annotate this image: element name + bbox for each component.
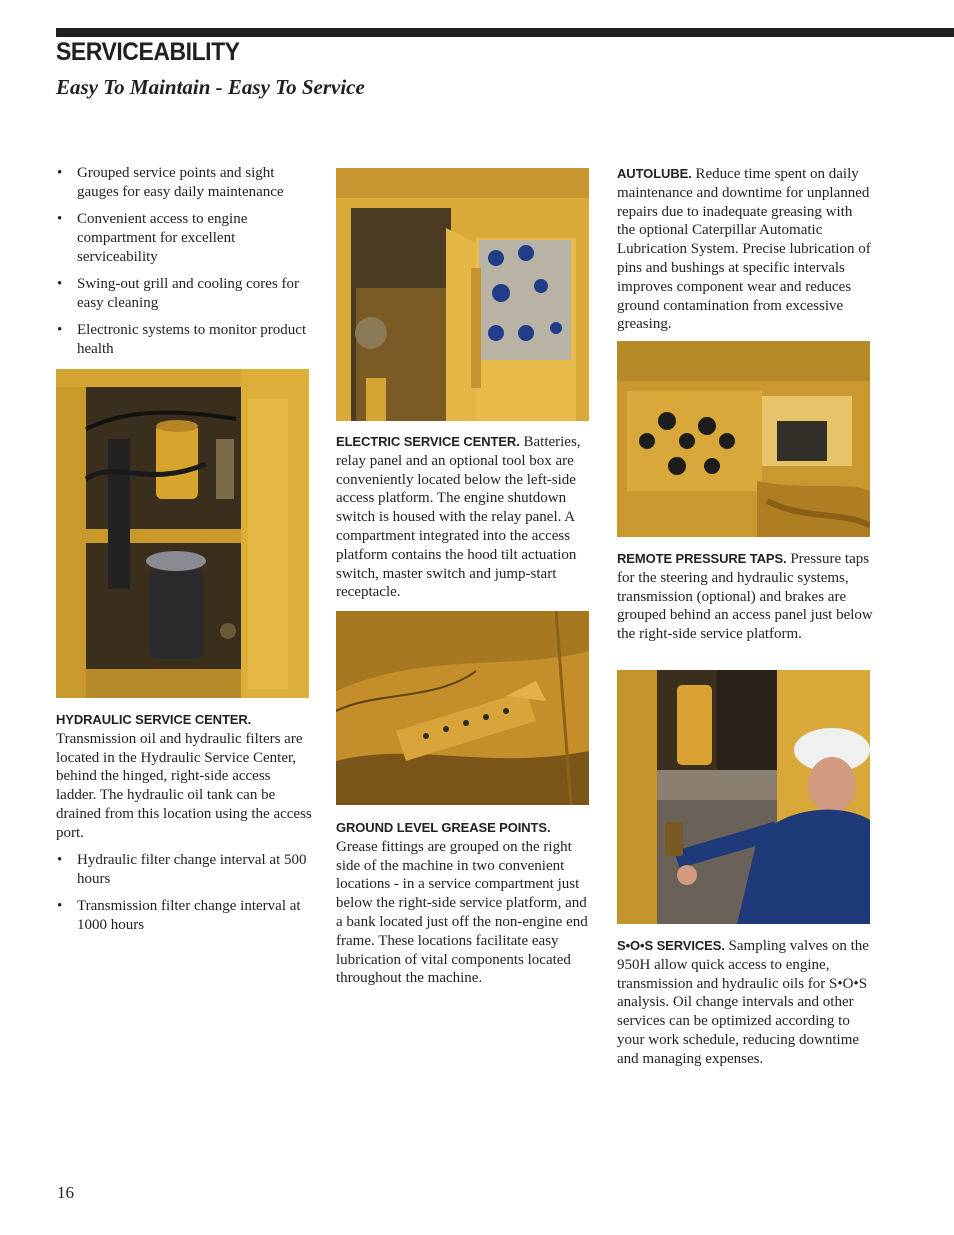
sos-services-photo [617, 670, 870, 924]
electric-text: Batteries, relay panel and an optional tool box are conveniently located below the left-side access platform. The engine shutdown switch is housed with the relay panel. A compartment integrated into the access platform contains the hood tilt actuation switch, master switch and jump-start receptacle. [336, 434, 581, 601]
electric-heading: ELECTRIC SERVICE CENTER. [336, 434, 520, 449]
grease-section [336, 819, 589, 988]
pressure-text: Pressure taps for the steering and hydraulic systems, transmission (optional) and brakes are grouped behind an access panel just below the right-side service platform. [617, 551, 873, 643]
bullet-item: • Hydraulic filter change interval at 500 hours [56, 851, 312, 889]
header-rule [56, 28, 954, 37]
remote-pressure-taps-photo [617, 341, 870, 537]
page-subtitle: Easy To Maintain - Easy To Service [56, 75, 365, 99]
autolube-section [617, 165, 873, 334]
sos-text: Sampling valves on the 950H allow quick access to engine, transmission and hydraulic oils for S•O•S analysis. Oil change intervals and other services can be optimized according to your work schedule, reducing downtime and managing expenses. [617, 938, 869, 1067]
grease-heading: GROUND LEVEL GREASE POINTS. [336, 820, 551, 835]
page-number: 16 [57, 1183, 74, 1202]
hydraulic-section [56, 711, 312, 943]
bullet-item: • Convenient access to engine compartment for excellent serviceability [56, 210, 312, 266]
electric-service-center-photo [336, 168, 589, 421]
hydraulic-heading: HYDRAULIC SERVICE CENTER. [56, 712, 252, 727]
electric-section [336, 433, 589, 602]
bullet-item: • Electronic systems to monitor product health [56, 321, 312, 359]
sos-heading: S•O•S SERVICES. [617, 938, 725, 953]
bullet-item: • Transmission filter change interval at 1000 hours [56, 897, 312, 935]
sos-section [617, 937, 873, 1069]
grease-points-photo [336, 611, 589, 805]
grease-text: Grease fittings are grouped on the right side of the machine in two convenient locations - in a service compartment just below the right-side service platform, and a bank located just off the non-engine end frame. These locations facilitate easy lubrication of vital components located throughout the machine. [336, 838, 588, 987]
intro-bullets [56, 164, 312, 367]
hydraulic-text: Transmission oil and hydraulic filters are located in the Hydraulic Service Center, behind the hinged, right-side access ladder. The hydraulic oil tank can be drained from this location using the access port. [56, 730, 312, 841]
page-title: SERVICEABILITY [56, 38, 240, 66]
bullet-item: • Swing-out grill and cooling cores for easy cleaning [56, 275, 312, 313]
autolube-heading: AUTOLUBE. [617, 166, 692, 181]
hydraulic-service-center-photo [56, 369, 309, 698]
pressure-heading: REMOTE PRESSURE TAPS. [617, 551, 787, 566]
bullet-item: • Grouped service points and sight gauges for easy daily maintenance [56, 164, 312, 202]
pressure-section [617, 550, 873, 644]
autolube-text: Reduce time spent on daily maintenance and downtime for unplanned repairs due to inadequate greasing with the optional Caterpillar Automatic Lubrication System. Precise lubrication of pins and bushings at specific intervals improves component wear and reduces ground contamination from excessive greasing. [617, 166, 871, 333]
